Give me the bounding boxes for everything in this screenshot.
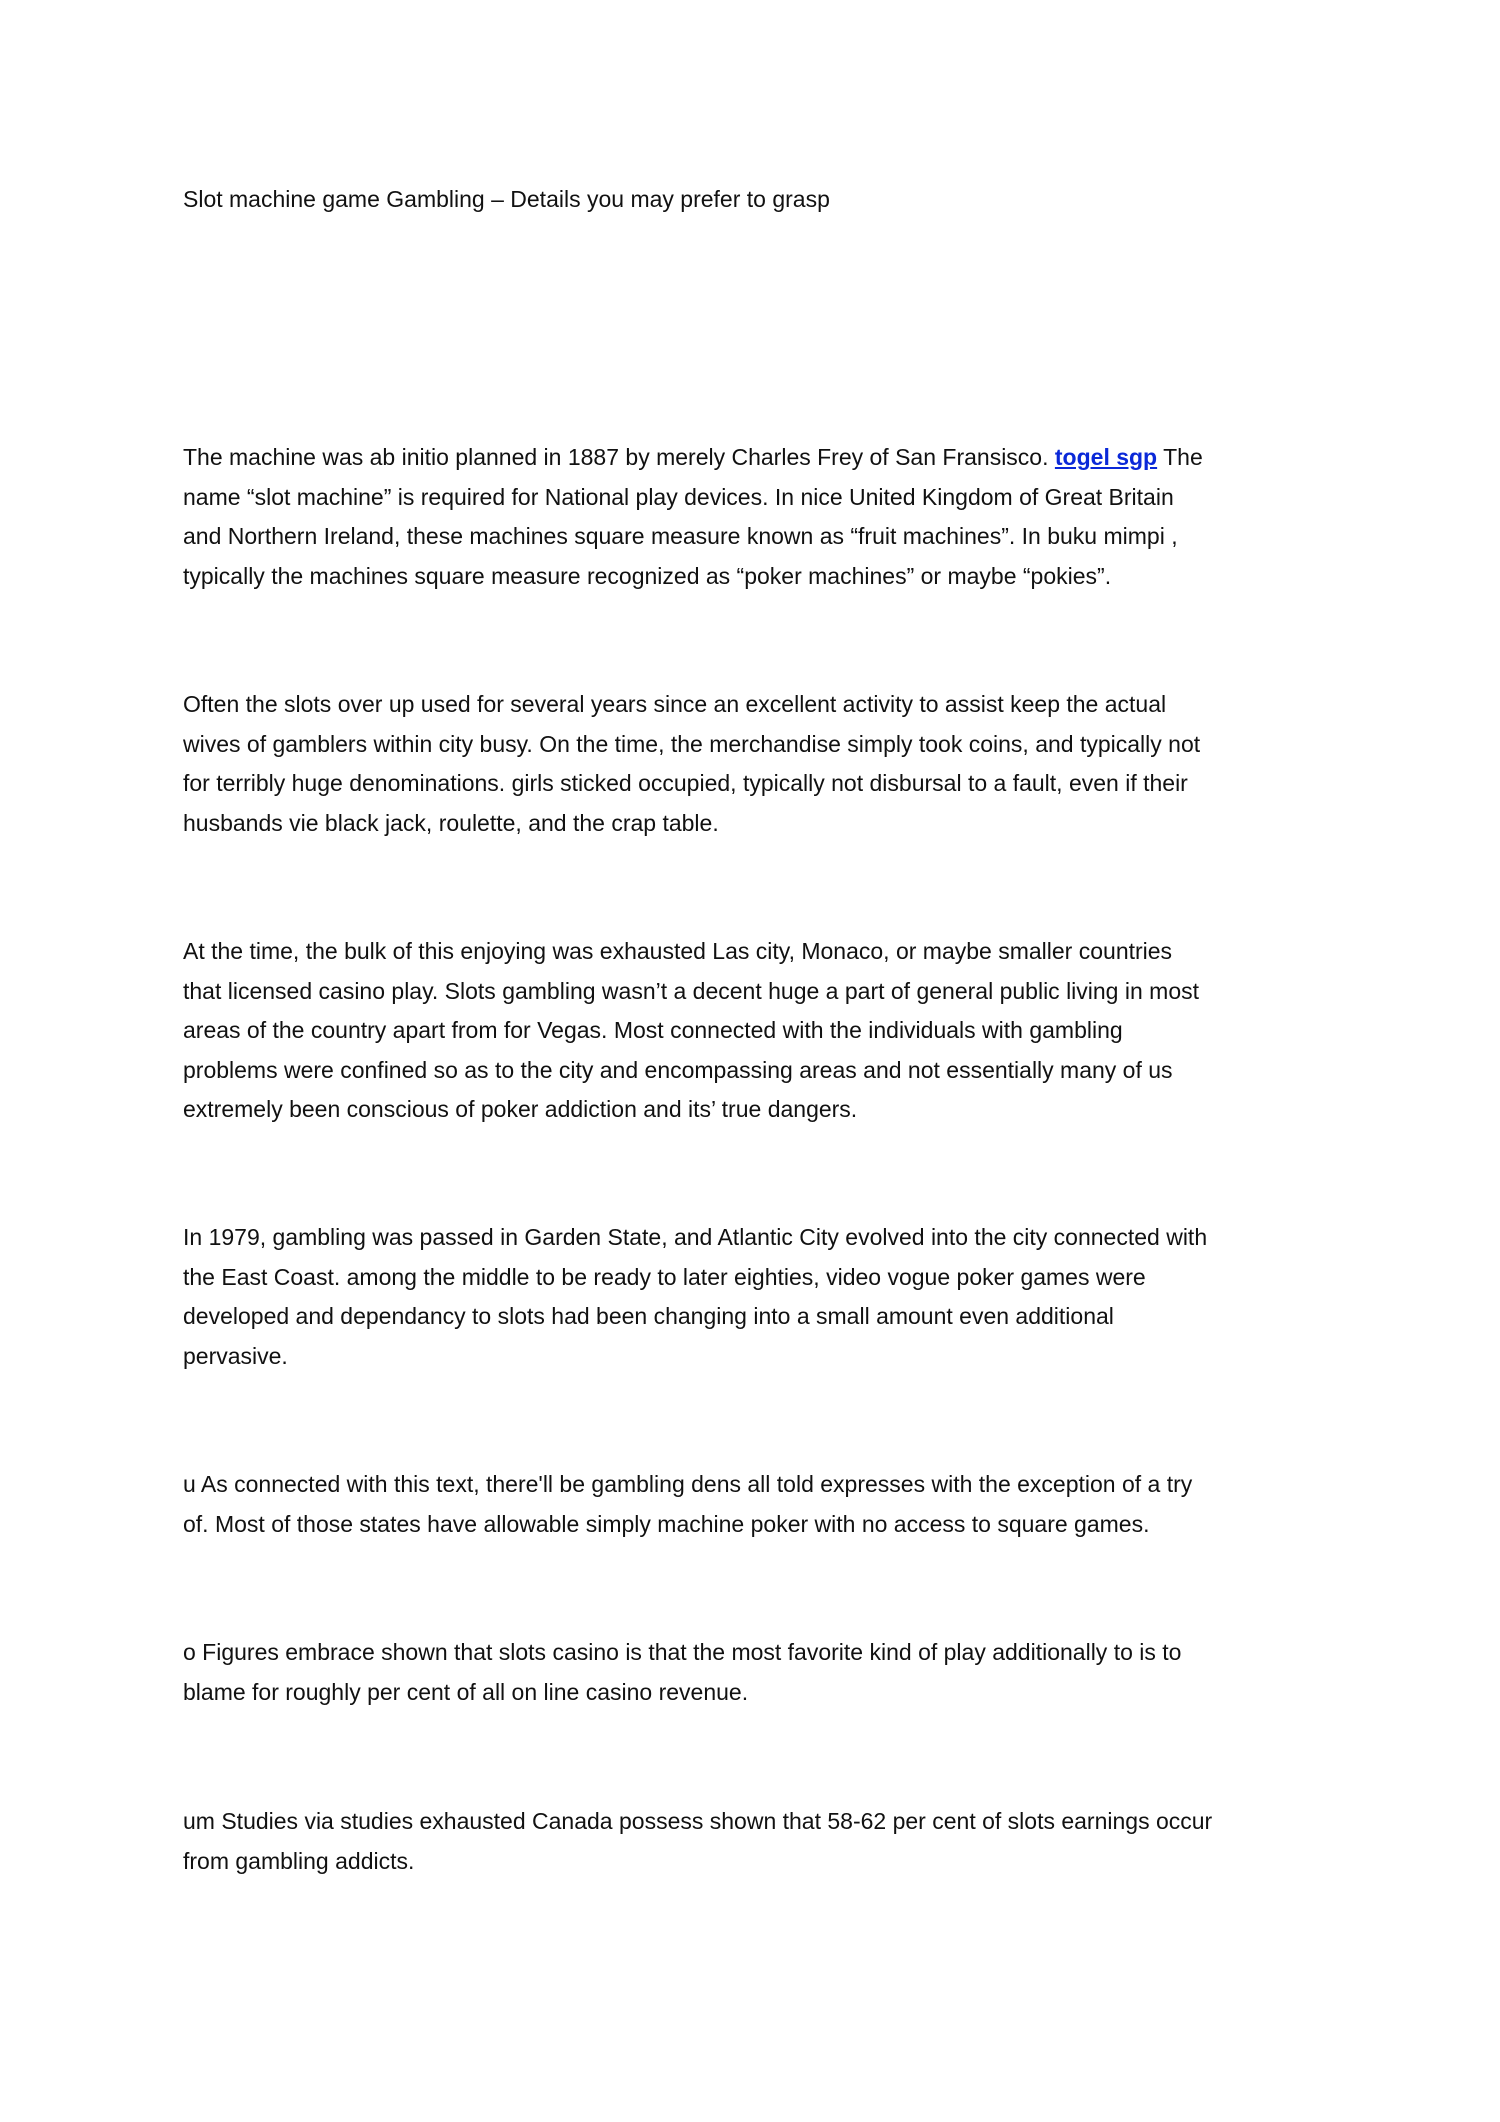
- paragraph-line: from gambling addicts.: [183, 1847, 415, 1874]
- paragraph-line: Often the slots over up used for several years since an excellent activity to assist keep the actual: [183, 691, 1167, 717]
- paragraph-line: um Studies via studies exhausted Canada possess shown that 58-62 per cent of slots earnings occur: [183, 1808, 1213, 1834]
- paragraph-line: blame for roughly per cent of all on line casino revenue.: [183, 1678, 749, 1705]
- paragraph-line: the East Coast. among the middle to be ready to later eighties, video vogue poker games were: [183, 1263, 1146, 1290]
- paragraph-line: extremely been conscious of poker addiction and its’ true dangers.: [183, 1096, 858, 1122]
- paragraph-line: that licensed casino play. Slots gambling wasn’t a decent huge a part of general public living in most: [183, 977, 1199, 1004]
- paragraph-line: [183, 438, 1203, 478]
- paragraph-line: developed and dependancy to slots had been changing into a small amount even additional: [183, 1303, 1114, 1329]
- paragraph-line: At the time, the bulk of this enjoying was exhausted Las city, Monaco, or maybe smaller countries: [183, 938, 1173, 964]
- paragraph-line: o Figures embrace shown that slots casino is that the most favorite kind of play additionally to is to: [183, 1639, 1182, 1665]
- paragraph-line: name “slot machine” is required for National play devices. In nice United Kingdom of Great Britain: [183, 483, 1174, 510]
- text-run: The: [1157, 444, 1203, 470]
- paragraph-figures: [183, 1633, 1181, 1712]
- paragraph-line: for terribly huge denominations. girls sticked occupied, typically not disbursal to a fault, even if their: [183, 770, 1188, 796]
- togel-sgp-link[interactable]: togel sgp: [1054, 444, 1158, 470]
- document-title: [183, 180, 830, 220]
- paragraph-line: wives of gamblers within city busy. On the time, the merchandise simply took coins, and typically not: [183, 730, 1201, 757]
- paragraph-line: husbands vie black jack, roulette, and the crap table.: [183, 809, 719, 836]
- paragraph-early-slots: [183, 685, 1200, 843]
- paragraph-line: pervasive.: [183, 1342, 288, 1369]
- title-text: Slot machine game Gambling – Details you may prefer to grasp: [183, 186, 830, 212]
- paragraph-line: of. Most of those states have allowable simply machine poker with no access to square games.: [183, 1510, 1150, 1537]
- paragraph-line: typically the machines square measure recognized as “poker machines” or maybe “pokies”.: [183, 562, 1112, 589]
- paragraph-line: problems were confined so as to the city and encompassing areas and not essentially many of us: [183, 1056, 1173, 1083]
- paragraph-line: areas of the country apart from for Vegas. Most connected with the individuals with gambling: [183, 1017, 1123, 1043]
- paragraph-line: u As connected with this text, there'll be gambling dens all told expresses with the exception of a try: [183, 1471, 1193, 1497]
- paragraph-1979: [183, 1218, 1207, 1376]
- paragraph-las-vegas: [183, 932, 1199, 1130]
- paragraph-studies: [183, 1802, 1212, 1881]
- paragraph-intro: [183, 438, 1203, 596]
- paragraph-line: and Northern Ireland, these machines square measure known as “fruit machines”. In buku mimpi ,: [183, 523, 1178, 549]
- paragraph-line: In 1979, gambling was passed in Garden State, and Atlantic City evolved into the city connected with: [183, 1224, 1208, 1250]
- text-run: The machine was ab initio planned in 1887 by merely Charles Frey of San Fransisco.: [183, 444, 1055, 470]
- paragraph-states: [183, 1465, 1192, 1544]
